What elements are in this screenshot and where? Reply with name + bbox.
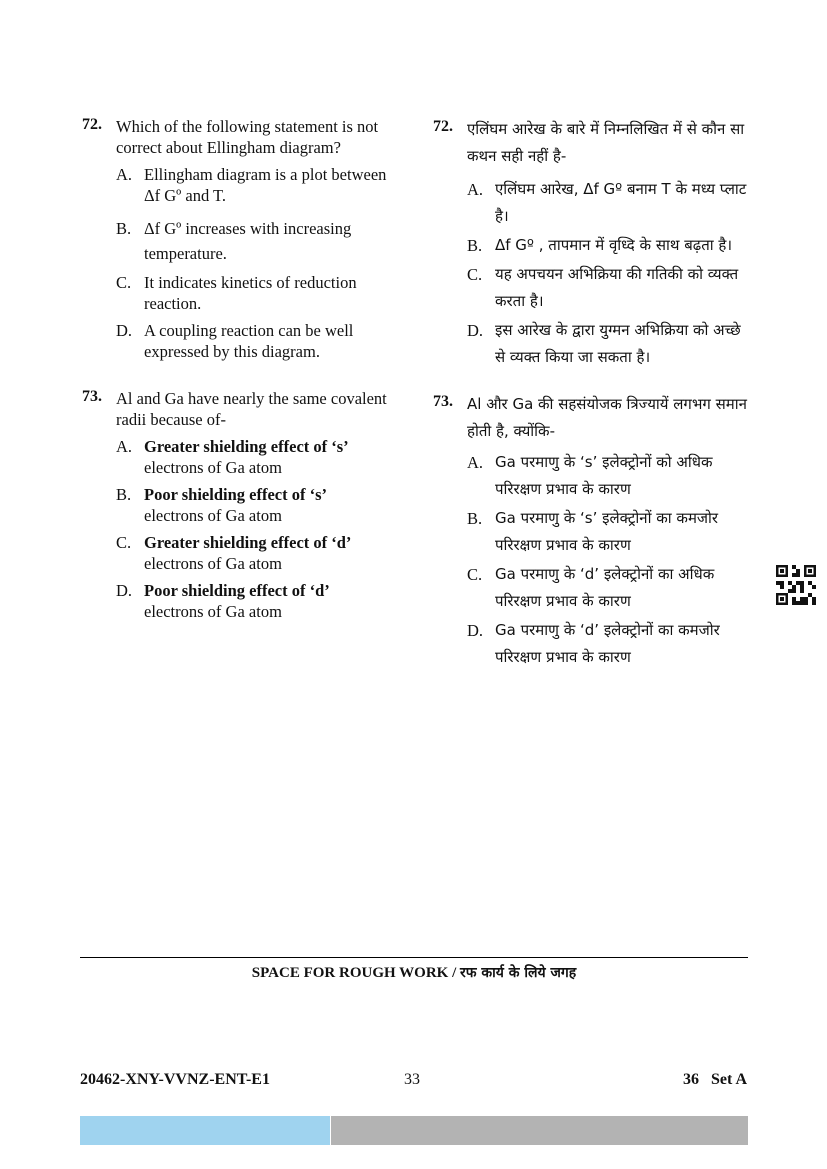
option-text: Ga परमाणु के ‘d’ इलेक्ट्रोनों का अधिक परिरक्षण प्रभाव के कारण	[495, 565, 715, 610]
question-73-hi	[433, 391, 753, 671]
rough-work-divider	[80, 957, 748, 958]
qr-code-icon	[776, 565, 816, 605]
option-label: B.	[467, 509, 483, 528]
option-c	[116, 532, 402, 574]
question-text: एलिंघम आरेख के बारे में निम्नलिखित में से कौन सा कथन सही नहीं है-	[467, 120, 745, 165]
option-b	[116, 216, 402, 266]
option-text: Δf Gº , तापमान में वृध्दि के साथ बढ़ता है।	[495, 236, 733, 254]
option-d	[467, 617, 753, 671]
booklet-code: 20462-XNY-VVNZ-ENT-E1	[80, 1071, 270, 1088]
option-label: D.	[116, 321, 133, 340]
option-text: Δf Gº increases with increasing temperature.	[144, 219, 352, 263]
question-73-en	[82, 388, 402, 622]
option-label: B.	[467, 236, 483, 255]
option-text-bold: Poor shielding effect of ‘d’	[144, 581, 330, 600]
option-d	[467, 317, 753, 371]
question-72-en	[82, 116, 402, 362]
option-d	[116, 580, 402, 622]
rough-work-hindi: रफ कार्य के लिये जगह	[460, 965, 577, 981]
option-text: Ga परमाणु के ‘d’ इलेक्ट्रोनों का कमजोर परिरक्षण प्रभाव के कारण	[495, 621, 720, 666]
option-label: D.	[467, 621, 484, 640]
option-text: Ga परमाणु के ‘s’ इलेक्ट्रोनों का कमजोर परिरक्षण प्रभाव के कारण	[495, 509, 719, 554]
question-text: Which of the following statement is not correct about Ellingham diagram?	[116, 117, 379, 157]
option-a	[467, 176, 753, 230]
option-text: It indicates kinetics of reduction reaction.	[144, 273, 357, 313]
option-a	[467, 449, 753, 503]
english-column	[82, 116, 402, 622]
option-text: Ellingham diagram is a plot between Δf Gº and T.	[144, 165, 387, 205]
question-number: 73.	[433, 393, 453, 410]
option-label: C.	[116, 273, 132, 292]
option-text: electrons of Ga atom	[144, 458, 282, 477]
question-number: 73.	[82, 388, 102, 405]
question-text: Al and Ga have nearly the same covalent radii because of-	[116, 389, 387, 429]
option-a	[116, 164, 402, 206]
option-text: इस आरेख के द्वारा युग्मन अभिक्रिया को अच्छे से व्यक्त किया जा सकता है।	[495, 321, 741, 366]
option-label: A.	[467, 453, 484, 472]
page-number: 33	[404, 1071, 420, 1088]
option-label: B.	[116, 485, 132, 504]
option-text: electrons of Ga atom	[144, 554, 282, 573]
option-label: B.	[116, 219, 132, 238]
option-text: यह अपचयन अभिक्रिया की गतिकी को व्यक्त करता है।	[495, 265, 739, 310]
option-text: electrons of Ga atom	[144, 506, 282, 525]
option-label: C.	[467, 565, 483, 584]
option-text-bold: Greater shielding effect of ‘d’	[144, 533, 352, 552]
option-label: C.	[467, 265, 483, 284]
option-b	[116, 484, 402, 526]
option-label: A.	[116, 437, 133, 456]
option-label: D.	[116, 581, 133, 600]
option-a	[116, 436, 402, 478]
rough-work-label	[80, 963, 748, 982]
option-c	[467, 561, 753, 615]
question-number: 72.	[82, 116, 102, 133]
option-text-bold: Poor shielding effect of ‘s’	[144, 485, 327, 504]
option-text-bold: Greater shielding effect of ‘s’	[144, 437, 349, 456]
option-label: A.	[116, 165, 133, 184]
option-text: Ga परमाणु के ‘s’ इलेक्ट्रोनों को अधिक परिरक्षण प्रभाव के कारण	[495, 453, 713, 498]
option-label: D.	[467, 321, 484, 340]
set-label: 36 Set A	[683, 1071, 747, 1088]
option-text: एलिंघम आरेख, Δf Gº बनाम T के मध्य प्लाट है।	[495, 180, 747, 225]
hindi-column	[433, 116, 753, 671]
footer-bar-gray	[331, 1116, 748, 1145]
option-label: A.	[467, 180, 484, 199]
option-text: A coupling reaction can be well expressed by this diagram.	[144, 321, 354, 361]
option-c	[116, 272, 402, 314]
footer-bar-blue	[80, 1116, 330, 1145]
option-c	[467, 261, 753, 315]
option-d	[116, 320, 402, 362]
question-number: 72.	[433, 118, 453, 135]
option-b	[467, 505, 753, 559]
option-b	[467, 232, 753, 259]
rough-work-english: SPACE FOR ROUGH WORK /	[251, 965, 460, 981]
question-text: Al और Ga की सहसंयोजक त्रिज्यायें लगभग समान होती है, क्योंकि-	[467, 395, 747, 440]
question-72-hi	[433, 116, 753, 371]
option-text: electrons of Ga atom	[144, 602, 282, 621]
option-label: C.	[116, 533, 132, 552]
